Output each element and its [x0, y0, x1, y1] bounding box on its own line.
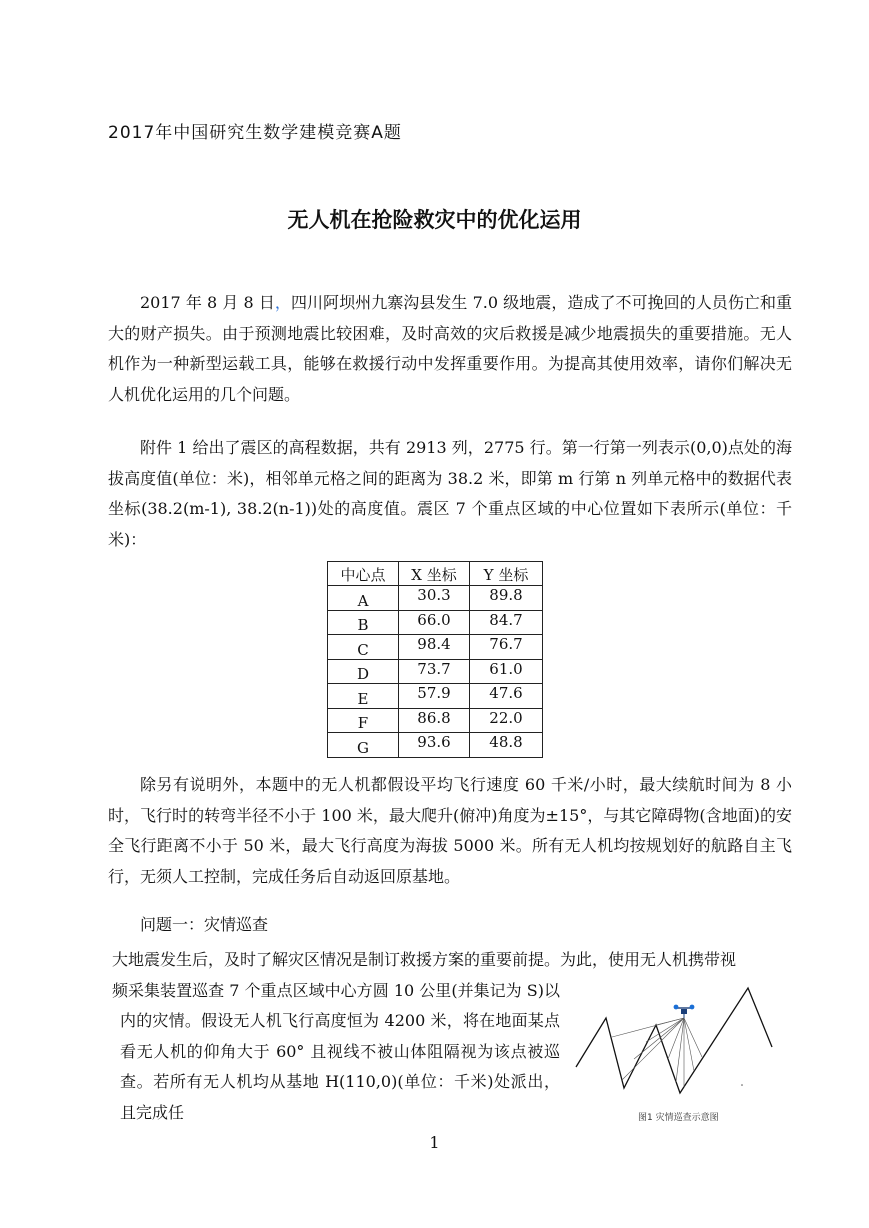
table-cell-x: 86.8	[399, 708, 470, 733]
table-row	[328, 586, 543, 611]
mountain-terrain-line	[576, 988, 772, 1093]
figure-caption: 图1 灾情巡查示意图	[638, 1113, 719, 1123]
table-cell-point: C	[328, 635, 399, 660]
table-cell-y: 61.0	[470, 659, 543, 684]
intro-paragraph	[108, 288, 792, 410]
table-row	[328, 733, 543, 758]
table-cell-point: D	[328, 659, 399, 684]
table-header-cell: Y 坐标	[470, 562, 543, 586]
table-row	[328, 635, 543, 660]
problem-1-text: 频采集装置巡查 7 个重点区域中心方圆 10 公里(并集记为 S)以内的灾情。假设无人机飞行高度恒为 4200 米，将在地面某点看无人机的仰角大于 60° 且视线不被山体阻隔视为该点被巡查。若所有无人机均从基地 H(110,0)(单位：千米)处派出，且完成任	[112, 980, 560, 1122]
table-row	[328, 659, 543, 684]
intro-comma: ，	[274, 293, 291, 312]
disaster-patrol-diagram	[572, 985, 777, 1125]
table-cell-y: 84.7	[470, 610, 543, 635]
table-cell-point: A	[328, 586, 399, 611]
table-cell-y: 76.7	[470, 635, 543, 660]
table-cell-x: 66.0	[399, 610, 470, 635]
table-cell-y: 22.0	[470, 708, 543, 733]
table-cell-point: E	[328, 684, 399, 709]
table-header-cell: 中心点	[328, 562, 399, 586]
table-cell-x: 98.4	[399, 635, 470, 660]
center-points-table	[327, 561, 543, 758]
table-header-row	[328, 562, 543, 586]
problem-1-first-line: 大地震发生后，及时了解灾区情况是制订救援方案的重要前提。为此，使用无人机携带视	[112, 950, 737, 969]
table-cell-x: 57.9	[399, 684, 470, 709]
intro-text: 四川阿坝州九寨沟县发生 7.0 级地震，造成了不可挽回的人员伤亡和重大的财产损失。由于预测地震比较困难，及时高效的灾后救援是减少地震损失的重要措施。无人机作为一种新型运载工具，能够在救援行动中发挥重要作用。为提高其使用效率，请你们解决无人机优化运用的几个问题。	[108, 293, 792, 404]
table-cell-y: 48.8	[470, 733, 543, 758]
elevation-data-paragraph: 附件 1 给出了震区的高程数据，共有 2913 列，2775 行。第一行第一列表示(0,0)点处的海拔高度值(单位：米)，相邻单元格之间的距离为 38.2 米，即第 m 行第 n 列单元格中的数据代表坐标(38.2(m-1), 38.2(n-1))处的高度值。震区 7 个重点区域的中心位置如下表所示(单位：千米)：	[108, 438, 792, 549]
table-cell-point: G	[328, 733, 399, 758]
section-heading-problem-1: 问题一：灾情巡查	[140, 915, 269, 934]
table-cell-x: 30.3	[399, 586, 470, 611]
table-cell-point: B	[328, 610, 399, 635]
table-cell-x: 93.6	[399, 733, 470, 758]
table-cell-x: 73.7	[399, 659, 470, 684]
document-title: 无人机在抢险救灾中的优化运用	[287, 207, 582, 232]
page-number: 1	[429, 1133, 440, 1152]
contest-title: 2017年中国研究生数学建模竞赛A题	[108, 123, 402, 143]
table-row	[328, 708, 543, 733]
drone-icon	[674, 1005, 695, 1018]
table-row	[328, 610, 543, 635]
table-cell-y: 89.8	[470, 586, 543, 611]
table-header-cell: X 坐标	[399, 562, 470, 586]
intro-date: 2017 年 8 月 8 日	[140, 293, 275, 312]
ground-marker-dot	[741, 1084, 743, 1086]
assumptions-paragraph: 除另有说明外，本题中的无人机都假设平均飞行速度 60 千米/小时，最大续航时间为 8 小时，飞行时的转弯半径不小于 100 米，最大爬升(俯冲)角度为±15°，与其它障碍物(含地面)的安全飞行距离不小于 50 米，最大飞行高度为海拔 5000 米。所有无人机均按规划好的航路自主飞行，无须人工控制，完成任务后自动返回原基地。	[108, 775, 792, 886]
table-cell-y: 47.6	[470, 684, 543, 709]
table-cell-point: F	[328, 708, 399, 733]
table-row	[328, 684, 543, 709]
